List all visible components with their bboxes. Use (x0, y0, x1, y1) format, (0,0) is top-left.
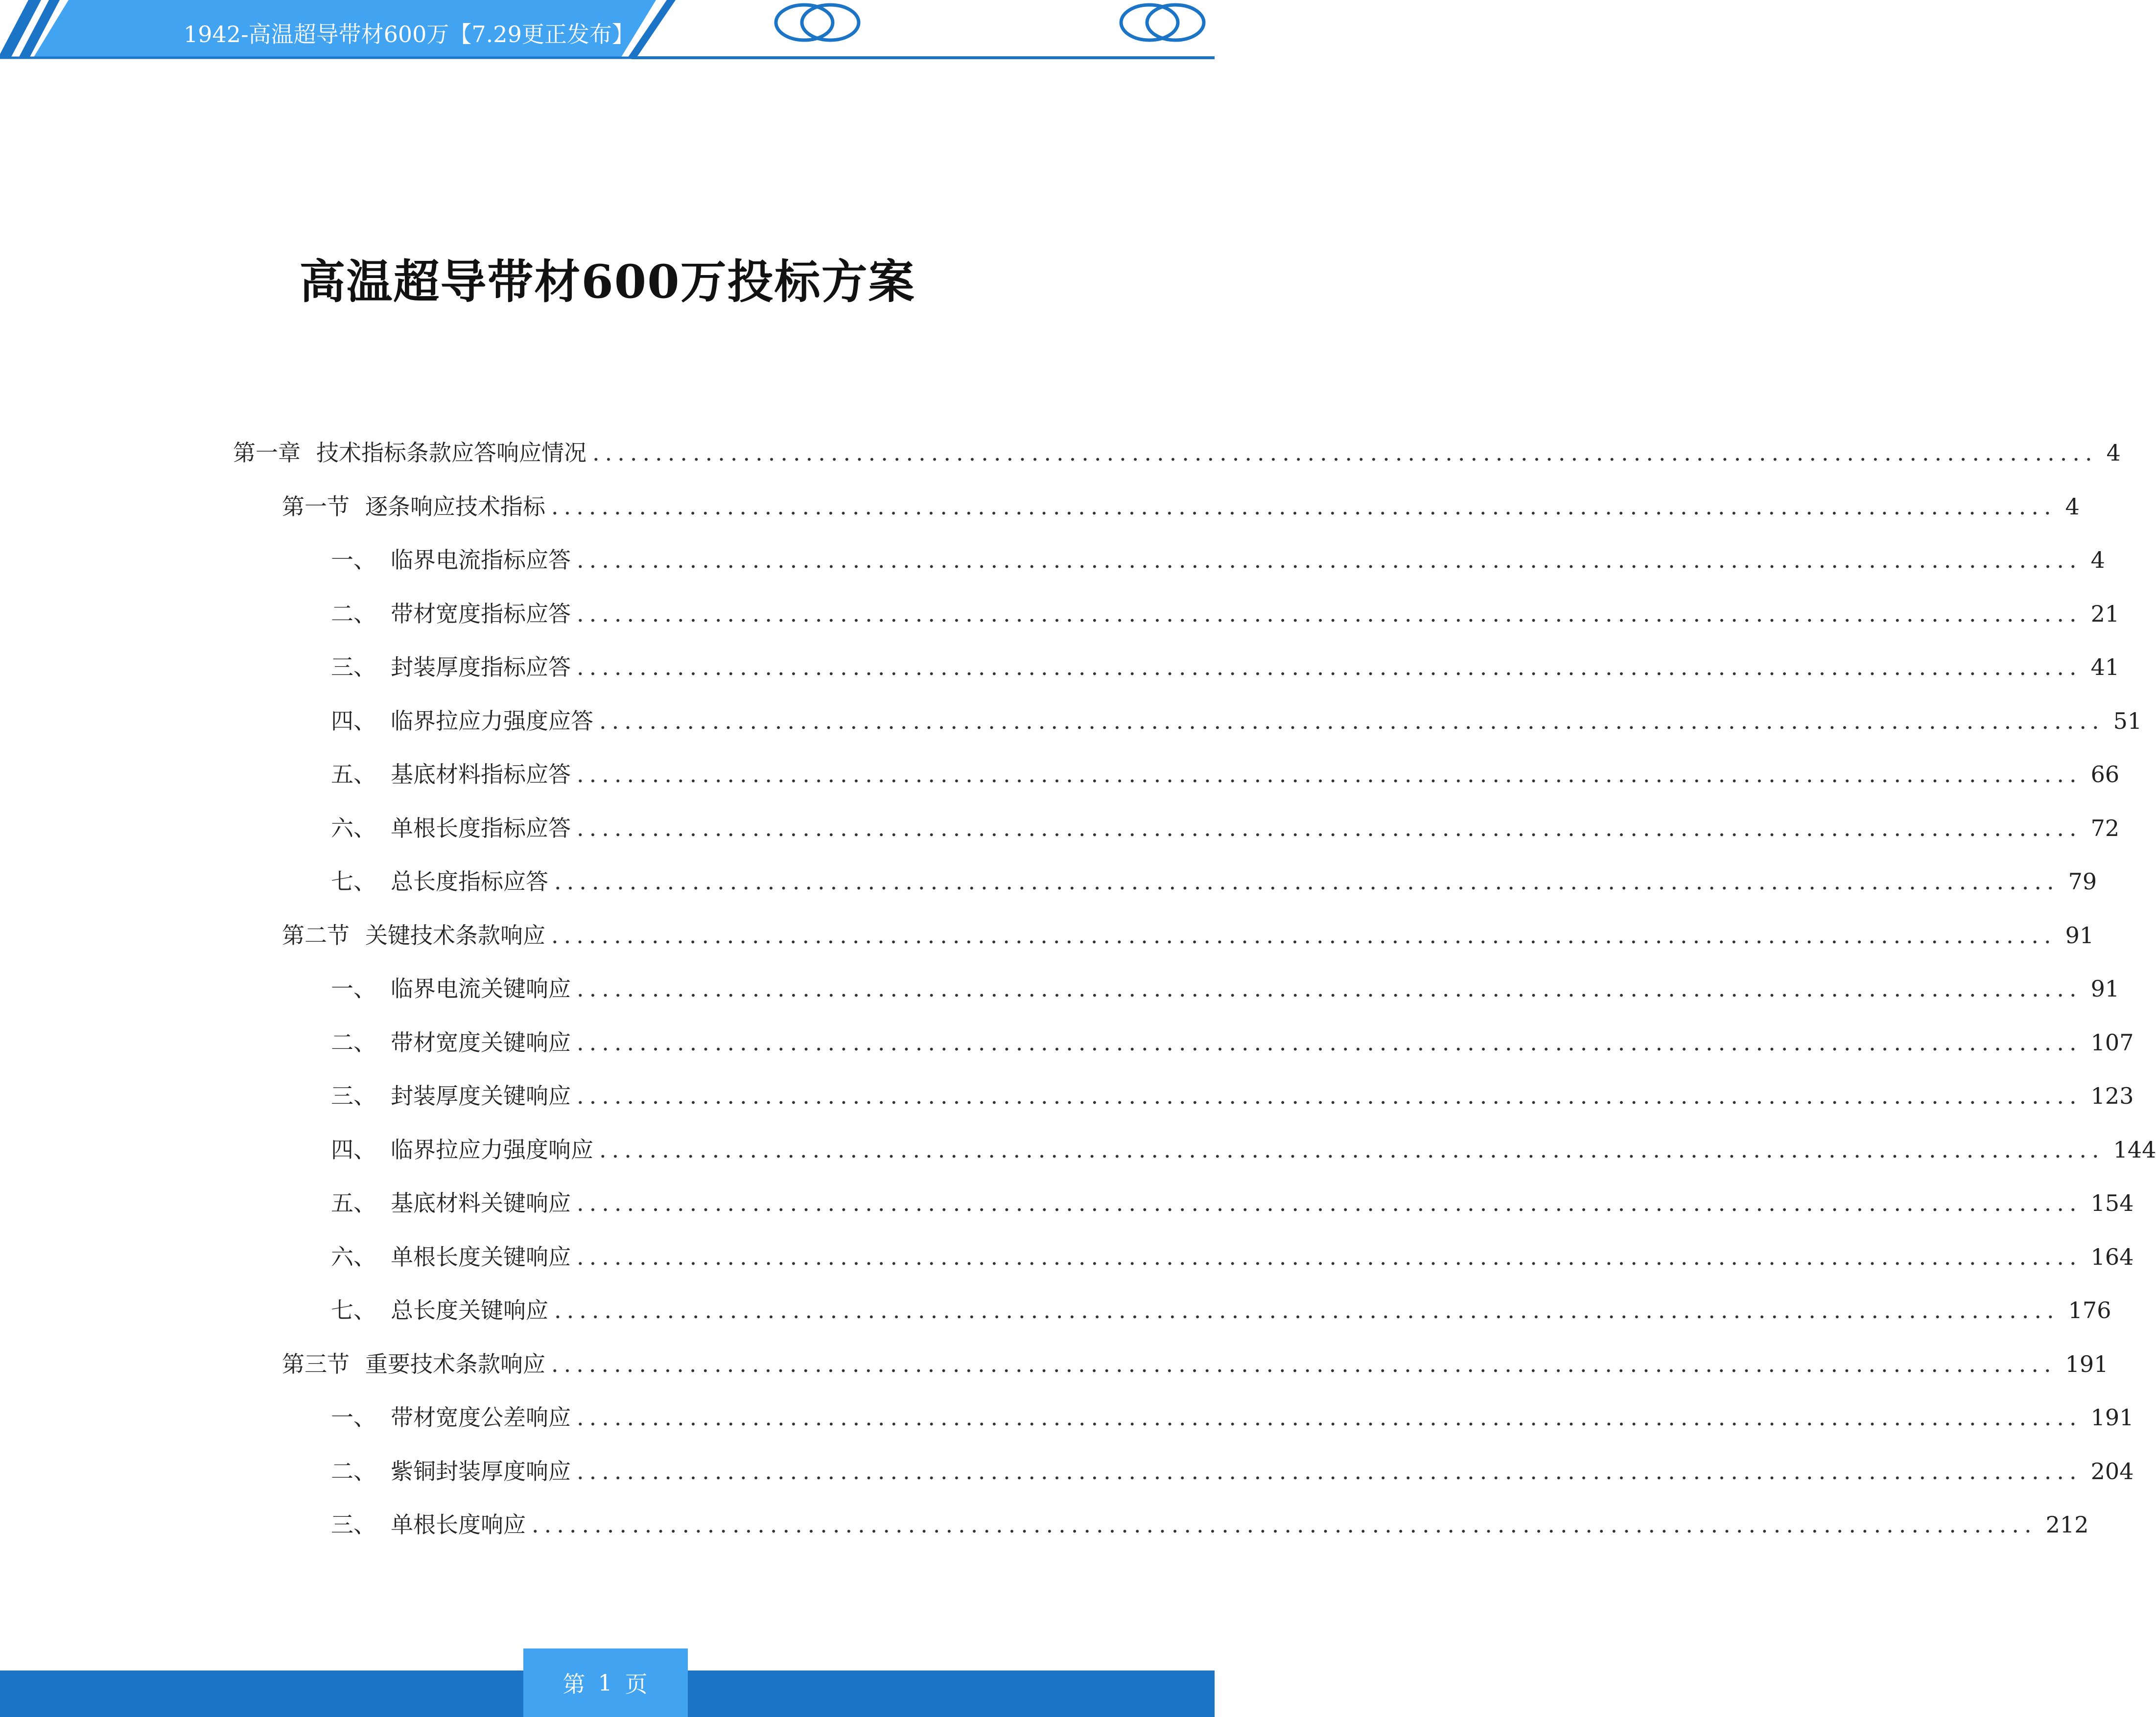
toc-entry-title: 基底材料关键响应 (391, 1190, 571, 1216)
toc-dot-leader: ........................................................................................................................ (577, 654, 2082, 680)
toc-entry[interactable] (331, 1237, 2134, 1276)
toc-entry[interactable] (331, 1183, 2134, 1223)
toc-entry[interactable] (331, 540, 2105, 580)
toc-entry[interactable] (331, 862, 2097, 901)
toc-entry[interactable] (282, 1345, 2109, 1384)
toc-dot-leader: ........................................................................................................................ (577, 1190, 2082, 1216)
toc-entry[interactable] (331, 648, 2120, 687)
toc-entry-number: 三、 (331, 1511, 376, 1538)
toc-dot-leader: ........................................................................................................................ (599, 1136, 2105, 1163)
toc-page-number: 204 (2090, 1458, 2134, 1485)
toc-entry-number: 一、 (331, 1404, 376, 1431)
toc-entry-number: 二、 (331, 600, 376, 627)
toc-entry-number: 一、 (331, 547, 376, 573)
toc-dot-leader: ........................................................................................................................ (592, 440, 2098, 466)
toc-entry[interactable] (331, 755, 2120, 794)
toc-page-number: 144 (2113, 1136, 2156, 1163)
toc-entry[interactable] (331, 1130, 2156, 1169)
toc-entry[interactable] (331, 969, 2120, 1008)
toc-entry-title: 单根长度指标应答 (391, 814, 571, 841)
toc-page-number: 123 (2090, 1083, 2134, 1109)
toc-page-number: 176 (2068, 1297, 2111, 1323)
toc-page-number: 191 (2065, 1350, 2109, 1377)
toc-page-number: 91 (2090, 975, 2120, 1002)
toc-entry-title: 临界拉应力强度响应 (391, 1136, 593, 1163)
toc-entry[interactable] (331, 1076, 2134, 1115)
double-ring-icon (1118, 0, 1208, 45)
toc-entry-number: 六、 (331, 814, 376, 841)
toc-entry-number: 三、 (331, 654, 376, 680)
toc-entry-title: 重要技术条款响应 (365, 1350, 545, 1377)
toc-dot-leader: ........................................................................................................................ (577, 1458, 2082, 1485)
toc-entry-title: 带材宽度关键响应 (391, 1029, 571, 1056)
toc-entry-title: 单根长度关键响应 (391, 1243, 571, 1270)
page-header (0, 0, 1215, 64)
toc-entry-number: 五、 (331, 761, 376, 788)
toc-entry-number: 七、 (331, 868, 376, 895)
toc-entry-title: 单根长度响应 (391, 1511, 526, 1538)
toc-entry[interactable] (233, 433, 2121, 472)
toc-dot-leader: ........................................................................................................................ (577, 814, 2082, 841)
toc-entry-title: 逐条响应技术指标 (365, 493, 545, 520)
double-ring-icon (773, 0, 863, 45)
toc-page-number: 51 (2113, 707, 2142, 734)
toc-entry-number: 四、 (331, 707, 376, 734)
toc-dot-leader: ........................................................................................................................ (577, 975, 2082, 1002)
toc-page-number: 41 (2090, 654, 2120, 680)
toc-entry-number: 第一章 (233, 440, 301, 466)
toc-entry-title: 临界拉应力强度应答 (391, 707, 593, 734)
toc-entry-number: 第二节 (282, 922, 350, 949)
toc-page-number: 66 (2090, 761, 2120, 788)
toc-page-number: 91 (2065, 922, 2094, 949)
toc-entry[interactable] (331, 1291, 2111, 1330)
page-label-prefix: 第 (562, 1671, 586, 1697)
toc-entry[interactable] (282, 487, 2080, 526)
toc-entry-title: 总长度指标应答 (391, 868, 548, 895)
toc-dot-leader: ........................................................................................................................ (577, 1029, 2082, 1056)
toc-entry-number: 二、 (331, 1458, 376, 1485)
toc-dot-leader: ........................................................................................................................ (577, 547, 2082, 573)
toc-dot-leader: ........................................................................................................................ (551, 493, 2057, 520)
toc-dot-leader: ........................................................................................................................ (577, 761, 2082, 788)
toc-dot-leader: ........................................................................................................................ (551, 922, 2057, 949)
toc-page-number: 107 (2090, 1029, 2134, 1056)
toc-page-number: 72 (2090, 814, 2120, 841)
toc-entry[interactable] (331, 1452, 2134, 1491)
toc-entry-title: 总长度关键响应 (391, 1297, 548, 1323)
toc-entry-title: 临界电流指标应答 (391, 547, 571, 573)
toc-dot-leader: ........................................................................................................................ (532, 1511, 2037, 1538)
toc-dot-leader: ........................................................................................................................ (577, 1404, 2082, 1431)
toc-entry-title: 封装厚度关键响应 (391, 1083, 571, 1109)
toc-entry-number: 第三节 (282, 1350, 350, 1377)
toc-entry-number: 第一节 (282, 493, 350, 520)
document-title: 高温超导带材600万投标方案 (299, 255, 915, 309)
toc-entry-title: 带材宽度指标应答 (391, 600, 571, 627)
page-number-box (523, 1648, 688, 1717)
page-number: 1 (598, 1670, 613, 1696)
toc-entry-number: 一、 (331, 975, 376, 1002)
toc-entry-number: 五、 (331, 1190, 376, 1216)
toc-entry[interactable] (331, 1023, 2134, 1062)
toc-page-number: 79 (2068, 868, 2097, 895)
header-title: 1942-高温超导带材600万【7.29更正发布】 (184, 21, 634, 47)
toc-page-number: 191 (2090, 1404, 2134, 1431)
toc-entry-title: 临界电流关键响应 (391, 975, 571, 1002)
toc-entry-number: 四、 (331, 1136, 376, 1163)
toc-entry-number: 六、 (331, 1243, 376, 1270)
toc-dot-leader: ........................................................................................................................ (554, 868, 2060, 895)
toc-dot-leader: ........................................................................................................................ (551, 1350, 2057, 1377)
toc-dot-leader: ........................................................................................................................ (577, 1243, 2082, 1270)
toc-page-number: 21 (2090, 600, 2120, 627)
toc-entry-number: 三、 (331, 1083, 376, 1109)
toc-entry[interactable] (331, 1505, 2089, 1544)
toc-entry-title: 技术指标条款应答响应情况 (316, 440, 586, 466)
toc-page-number: 212 (2045, 1511, 2089, 1538)
page-label-suffix: 页 (625, 1671, 649, 1697)
toc-page-number: 4 (2106, 440, 2121, 466)
toc-entry[interactable] (282, 916, 2094, 955)
toc-entry-title: 紫铜封装厚度响应 (391, 1458, 571, 1485)
toc-dot-leader: ........................................................................................................................ (554, 1297, 2060, 1323)
toc-entry-title: 封装厚度指标应答 (391, 654, 571, 680)
toc-page-number: 164 (2090, 1243, 2134, 1270)
toc-page-number: 4 (2090, 547, 2105, 573)
toc-dot-leader: ........................................................................................................................ (599, 707, 2105, 734)
toc-entry-title: 基底材料指标应答 (391, 761, 571, 788)
toc-dot-leader: ........................................................................................................................ (577, 600, 2082, 627)
toc-entry[interactable] (331, 701, 2142, 741)
toc-dot-leader: ........................................................................................................................ (577, 1083, 2082, 1109)
toc-entry-title: 带材宽度公差响应 (391, 1404, 571, 1431)
toc-entry[interactable] (331, 809, 2120, 848)
toc-page-number: 154 (2090, 1190, 2134, 1216)
toc-page-number: 4 (2065, 493, 2080, 520)
toc-entry-title: 关键技术条款响应 (365, 922, 545, 949)
toc-entry[interactable] (331, 1398, 2134, 1437)
toc-entry[interactable] (331, 594, 2120, 633)
toc-entry-number: 二、 (331, 1029, 376, 1056)
toc-entry-number: 七、 (331, 1297, 376, 1323)
